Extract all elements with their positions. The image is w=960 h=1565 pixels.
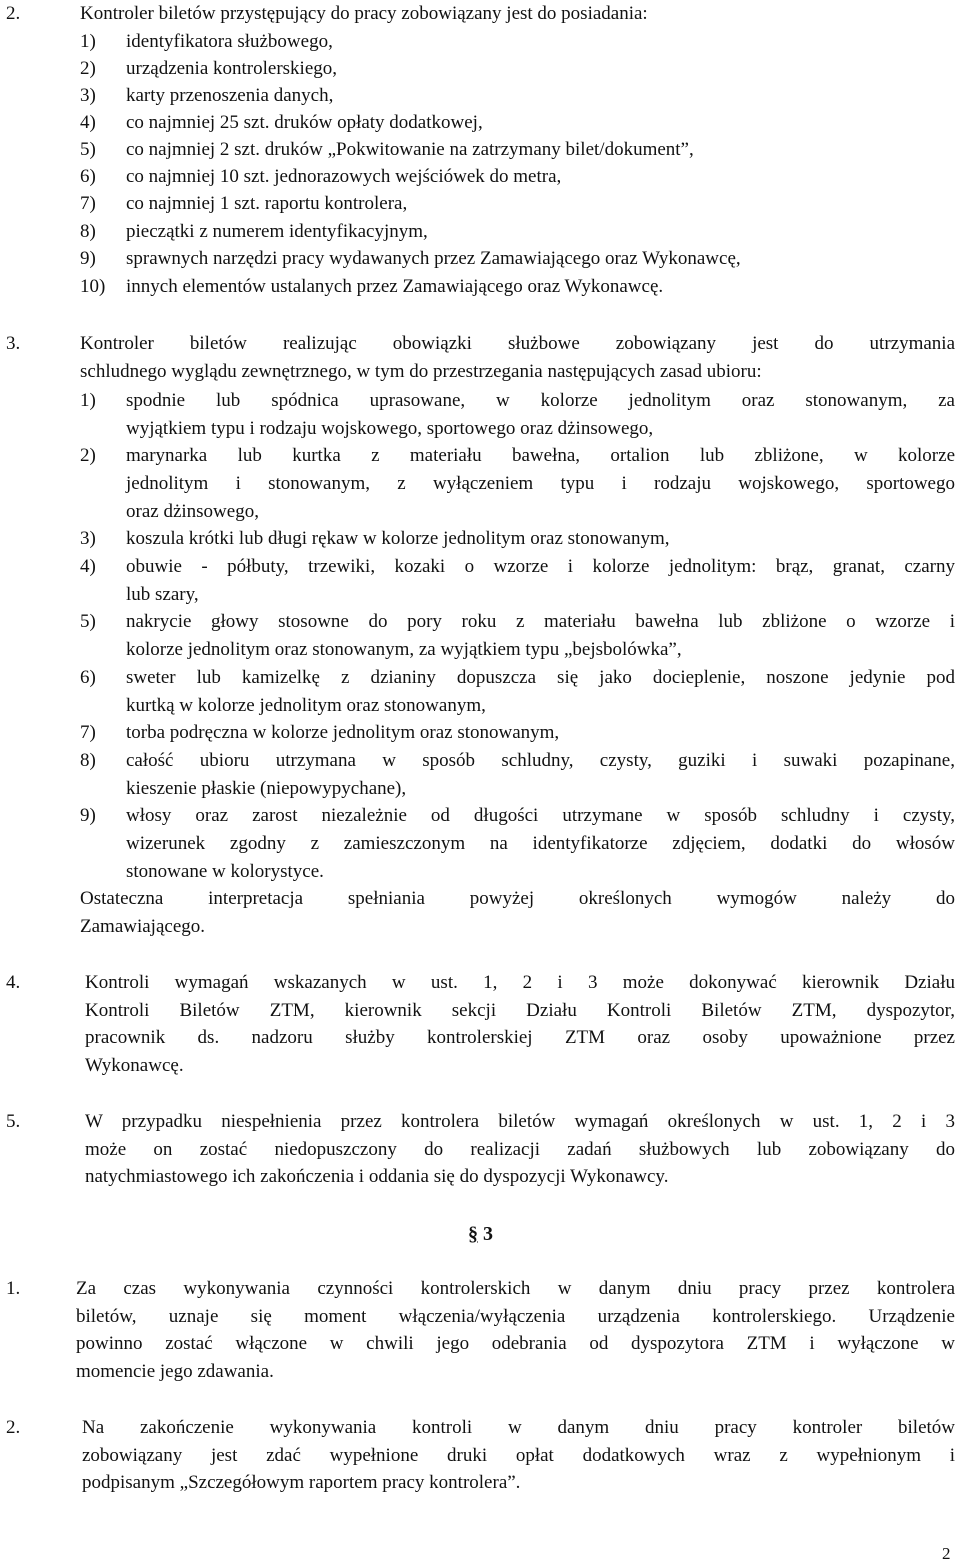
item3-intro-line: schludnego wyglądu zewnętrznego, w tym do przestrzegania następujących zasad ubioru: (80, 361, 762, 382)
s3-item2-line: podpisanym „Szczegółowym raportem pracy kontrolera”. (82, 1472, 521, 1493)
item2-number: 2. (6, 3, 21, 24)
item2-list-text: co najmniej 1 szt. raportu kontrolera, (126, 193, 408, 214)
item3-list-line: nakrycie głowy stosowne do pory roku z materiału bawełna lub zbliżone o wzorze i (126, 611, 955, 632)
item2-list-text: co najmniej 10 szt. jednorazowych wejściówek do metra, (126, 166, 562, 187)
item5-line: natychmiastowego ich zakończenia i oddania się do dyspozycji Wykonawcy. (85, 1166, 669, 1187)
item4-number: 4. (6, 972, 21, 993)
item3-list-line: sweter lub kamizelkę z dzianiny dopuszcza się jako docieplenie, noszone jedynie pod (126, 667, 955, 688)
section-symbol: § (468, 1223, 478, 1245)
item3-closing-line: Zamawiającego. (80, 916, 206, 937)
item2-list-num: 9) (80, 248, 96, 269)
item2-list-num: 4) (80, 112, 96, 133)
s3-item2-line: zobowiązany jest zdać wypełnione druki opłat dodatkowych wraz z wypełnionym i (82, 1445, 955, 1466)
item2-list-num: 6) (80, 166, 96, 187)
item2-list-text: identyfikatora służbowego, (126, 31, 333, 52)
item3-list-line: koszula krótki lub długi rękaw w kolorze jednolitym oraz stonowanym, (126, 528, 670, 549)
item3-list-line: marynarka lub kurtka z materiału bawełna, ortalion lub zbliżone, w kolorze (126, 445, 955, 466)
item3-list-line: stonowane w kolorystyce. (126, 861, 324, 882)
s3-item1-line: biletów, uznaje się moment włączenia/wyłączenia urządzenia kontrolerskiego. Urządzenie (76, 1306, 955, 1327)
item2-list-num: 1) (80, 31, 96, 52)
item3-list-line: kurtką w kolorze jednolitym oraz stonowanym, (126, 695, 486, 716)
page-number: 2 (942, 1544, 951, 1563)
item3-list-line: kolorze jednolitym oraz stonowanym, za wyjątkiem typu „bejsbolówka”, (126, 639, 682, 660)
item4-line: Kontroli Biletów ZTM, kierownik sekcji Działu Kontroli Biletów ZTM, dyspozytor, (85, 1000, 955, 1021)
item3-number: 3. (6, 333, 21, 354)
item2-list-num: 3) (80, 85, 96, 106)
item2-intro: Kontroler biletów przystępujący do pracy zobowiązany jest do posiadania: (80, 3, 648, 24)
item3-list-num: 5) (80, 611, 96, 632)
item3-list-num: 8) (80, 750, 96, 771)
item2-list-text: karty przenoszenia danych, (126, 85, 334, 106)
section-number: 3 (483, 1223, 493, 1245)
item2-list-text: sprawnych narzędzi pracy wydawanych przez Zamawiającego oraz Wykonawcę, (126, 248, 741, 269)
s3-item1-line: powinno zostać włączone w chwili jego odebrania od dyspozytora ZTM i wyłączone w (76, 1333, 955, 1354)
item2-list-num: 8) (80, 221, 96, 242)
item2-list-text: pieczątki z numerem identyfikacyjnym, (126, 221, 428, 242)
section-heading (468, 1222, 493, 1246)
item3-list-num: 3) (80, 528, 96, 549)
s3-item1-line: momencie jego zdawania. (76, 1361, 274, 1382)
item4-line: Kontroli wymagań wskazanych w ust. 1, 2 i 3 może dokonywać kierownik Działu (85, 972, 955, 993)
item5-number: 5. (6, 1111, 21, 1132)
item2-list-num: 2) (80, 58, 96, 79)
item3-list-line: torba podręczna w kolorze jednolitym oraz stonowanym, (126, 722, 560, 743)
s3-item1-line: Za czas wykonywania czynności kontrolerskich w danym dniu pracy przez kontrolera (76, 1278, 955, 1299)
item3-list-line: spodnie lub spódnica uprasowane, w kolorze jednolitym oraz stonowanym, za (126, 390, 955, 411)
item4-line: Wykonawcę. (85, 1055, 184, 1076)
item2-list-text: co najmniej 25 szt. druków opłaty dodatkowej, (126, 112, 483, 133)
s3-item2-number: 2. (6, 1417, 21, 1438)
item3-list-num: 6) (80, 667, 96, 688)
item3-list-line: całość ubioru utrzymana w sposób schludny, czysty, guziki i suwaki pozapinane, (126, 750, 955, 771)
item2-list-num: 5) (80, 139, 96, 160)
item2-list-text: urządzenia kontrolerskiego, (126, 58, 338, 79)
item3-list-line: lub szary, (126, 584, 199, 605)
item2-list-num: 10) (80, 276, 106, 297)
item3-list-line: wyjątkiem typu i rodzaju wojskowego, sportowego oraz dżinsowego, (126, 418, 654, 439)
item3-list-num: 7) (80, 722, 96, 743)
item3-list-num: 2) (80, 445, 96, 466)
item5-line: może on zostać niedopuszczony do realizacji zadań służbowych lub zobowiązany do (85, 1139, 955, 1160)
item2-list-text: co najmniej 2 szt. druków „Pokwitowanie na zatrzymany bilet/dokument”, (126, 139, 694, 160)
item5-line: W przypadku niespełnienia przez kontrolera biletów wymagań określonych w ust. 1, 2 i 3 (85, 1111, 955, 1132)
item3-list-line: wizerunek zgodny z zamieszczonym na identyfikatorze zdjęciem, dodatki do włosów (126, 833, 955, 854)
item3-intro-line: Kontroler biletów realizując obowiązki służbowe zobowiązany jest do utrzymania (80, 333, 955, 354)
s3-item2-line: Na zakończenie wykonywania kontroli w danym dniu pracy kontroler biletów (82, 1417, 955, 1438)
item3-list-line: oraz dżinsowego, (126, 501, 259, 522)
item3-list-num: 4) (80, 556, 96, 577)
item3-list-line: kieszenie płaskie (niepowypychane), (126, 778, 407, 799)
item3-closing-line: Ostateczna interpretacja spełniania powyżej określonych wymogów należy do (80, 888, 955, 909)
item4-line: pracownik ds. nadzoru służby kontrolerskiej ZTM oraz osoby upoważnione przez (85, 1027, 955, 1048)
item2-list-num: 7) (80, 193, 96, 214)
item3-list-line: obuwie - półbuty, trzewiki, kozaki o wzorze i kolorze jednolitym: brąz, granat, czarny (126, 556, 955, 577)
item3-list-num: 1) (80, 390, 96, 411)
s3-item1-number: 1. (6, 1278, 21, 1299)
item3-list-line: włosy oraz zarost niezależnie od długości utrzymane w sposób schludny i czysty, (126, 805, 955, 826)
item3-list-line: jednolitym i stonowanym, z wyłączeniem typu i rodzaju wojskowego, sportowego (126, 473, 955, 494)
item2-list-text: innych elementów ustalanych przez Zamawiającego oraz Wykonawcę. (126, 276, 664, 297)
item3-list-num: 9) (80, 805, 96, 826)
